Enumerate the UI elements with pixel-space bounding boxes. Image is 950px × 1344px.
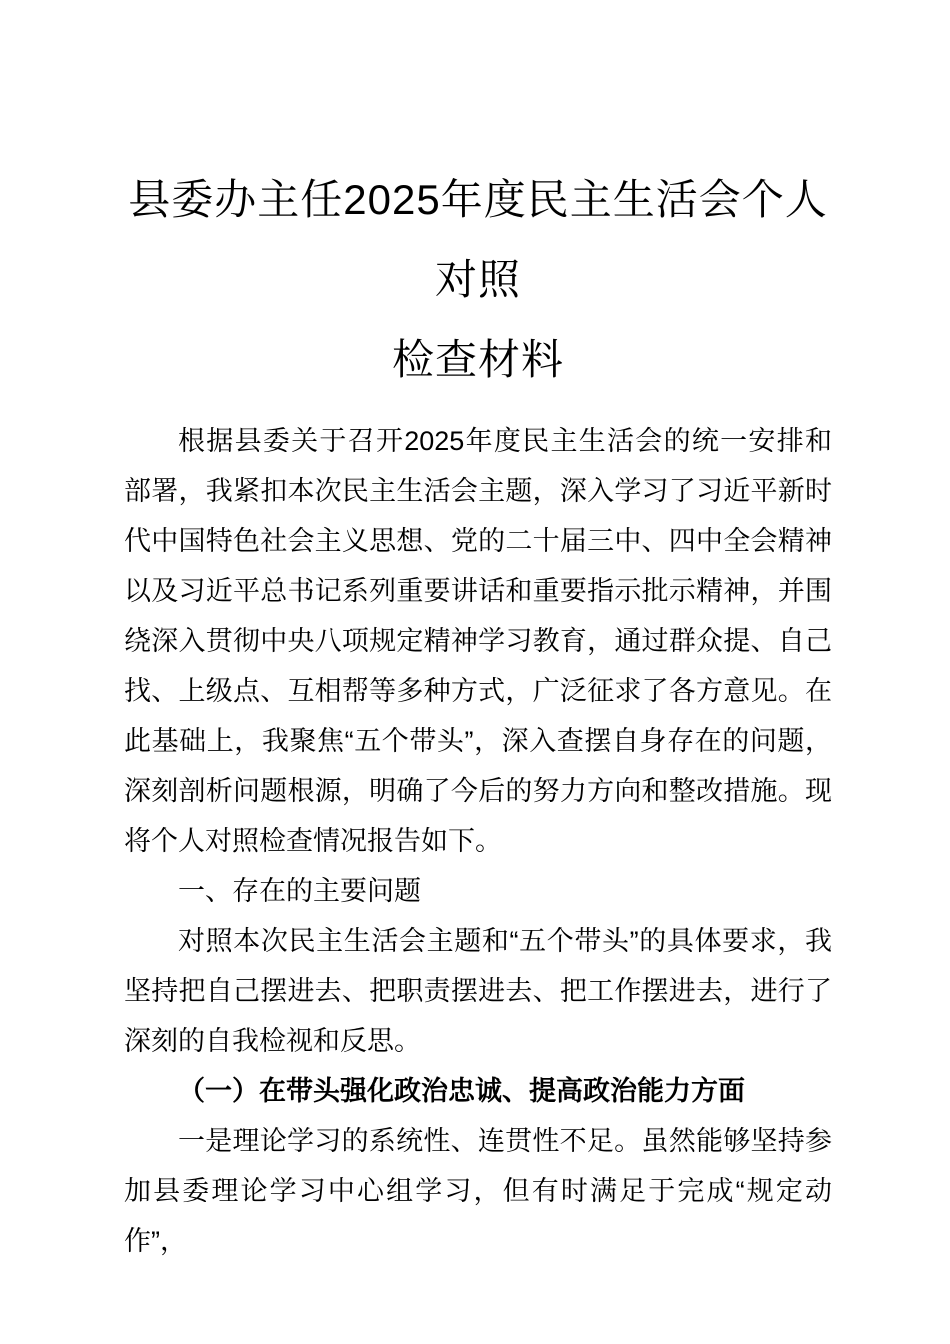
document-title-line-2: 检查材料 bbox=[391, 336, 564, 383]
intro-paragraph: 根据县委关于召开2025年度民主生活会的统一安排和部署，我紧扣本次民主生活会主题，深入学习了习近平新时代中国特色社会主义思想、党的二十届三中、四中全会精神以及习近平总书记系列重要讲话和重要指示批示精神，并围绕深入贯彻中央八项规定精神学习教育，通过群众提、自己找、上级点、互相帮等多种方式，广泛征求了各方意见。在此基础上，我聚焦“五个带头”，深入查摆自身存在的问题，深刻剖析问题根源，明确了今后的努力方向和整改措施。现将个人对照检查情况报告如下。 bbox=[124, 426, 832, 856]
document-title bbox=[124, 160, 832, 400]
document-title-line-1: 县委办主任2025年度民主生活会个人对照 bbox=[128, 176, 828, 303]
subsection-heading-political-loyalty: （一）在带头强化政治忠诚、提高政治能力方面 bbox=[178, 1076, 745, 1106]
theory-study-paragraph: 一是理论学习的系统性、连贯性不足。虽然能够坚持参加县委理论学习中心组学习，但有时满足于完成“规定动作”， bbox=[124, 1126, 832, 1256]
section-heading-main-problems: 一、存在的主要问题 bbox=[178, 876, 421, 906]
self-examination-paragraph: 对照本次民主生活会主题和“五个带头”的具体要求，我坚持把自己摆进去、把职责摆进去、把工作摆进去，进行了深刻的自我检视和反思。 bbox=[124, 926, 832, 1056]
